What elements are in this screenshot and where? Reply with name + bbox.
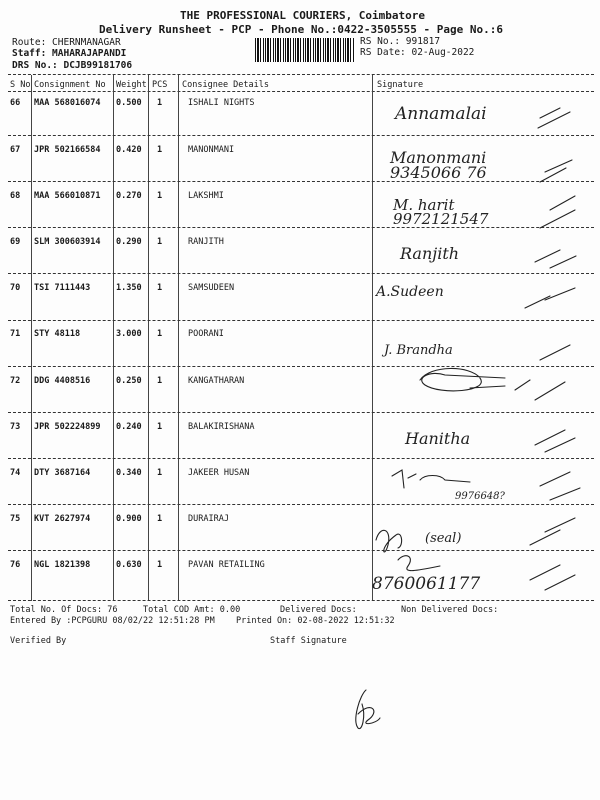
col-weight: Weight [116,80,147,90]
row-divider [8,600,594,601]
row-consignee: MANONMANI [188,145,235,155]
row-consignment: MAA 566010871 [34,191,101,201]
row-consignee: KANGATHARAN [188,376,245,386]
col-divider [178,75,179,601]
tick-mark [538,112,570,128]
row-divider [8,504,594,505]
route: Route: CHERNMANAGAR [12,37,121,48]
row-divider [8,227,594,228]
header-bottom-rule [8,91,594,92]
staff: Staff: MAHARAJAPANDI [12,48,127,59]
recipient-signature: (seal) [425,531,462,546]
row-weight: 0.240 [116,422,142,432]
row-sno: 70 [10,283,21,293]
row-weight: 3.000 [116,329,142,339]
tick-mark [540,108,560,118]
recipient-signature: Manonmani 9345066 76 [390,148,487,182]
col-divider [113,75,114,601]
col-consignee: Consignee Details [182,80,269,90]
row-sno: 71 [10,329,21,339]
row-sno: 74 [10,468,21,478]
row-weight: 0.420 [116,145,142,155]
company-name: THE PROFESSIONAL COURIERS, Coimbatore [180,9,426,22]
signature-scribble [420,368,505,390]
row-pcs: 1 [157,329,163,339]
tick-mark [545,288,575,300]
tick-mark [540,210,575,228]
signature-scribble [376,530,402,552]
non-delivered-docs: Non Delivered Docs: [401,605,499,615]
row-divider [8,181,594,182]
tick-mark [530,530,560,545]
row-divider [8,320,594,321]
row-consignee: LAKSHMI [188,191,224,201]
row-sno: 72 [10,376,21,386]
recipient-signature: Annamalai [395,104,487,124]
row-pcs: 1 [157,237,163,247]
col-pcs: PCS [152,80,168,90]
row-pcs: 1 [157,145,163,155]
row-weight: 0.500 [116,98,142,108]
row-consignee: RANJITH [188,237,224,247]
row-sno: 73 [10,422,21,432]
row-pcs: 1 [157,191,163,201]
row-consignee: POORANI [188,329,224,339]
tick-mark [540,472,570,486]
col-consignment: Consignment No [34,80,106,90]
row-divider [8,458,594,459]
printed-on: Printed On: 02-08-2022 12:51:32 [236,616,395,626]
row-consignee: JAKEER HUSAN [188,468,250,478]
rs-number: RS No.: 991817 [360,36,441,47]
row-sno: 66 [10,98,21,108]
staff-signature [356,690,380,729]
tick-mark [535,430,565,445]
col-signature: Signature [377,80,424,90]
row-pcs: 1 [157,468,163,478]
row-weight: 0.290 [116,237,142,247]
row-weight: 1.350 [116,283,142,293]
rs-date: RS Date: 02-Aug-2022 [360,47,475,58]
row-divider [8,412,594,413]
row-sno: 68 [10,191,21,201]
row-divider [8,135,594,136]
row-consignee: ISHALI NIGHTS [188,98,255,108]
row-consignment: SLM 300603914 [34,237,101,247]
tick-mark [515,380,530,390]
row-divider [8,550,594,551]
tick-mark [545,575,575,590]
row-divider [8,273,594,274]
entered-by: Entered By :PCPGURU 08/02/22 12:51:28 PM [10,616,215,626]
row-pcs: 1 [157,98,163,108]
row-weight: 0.250 [116,376,142,386]
row-sno: 67 [10,145,21,155]
recipient-signature: J. Brandha [384,343,453,358]
tick-mark [550,488,580,500]
tick-mark [545,438,575,452]
row-consignment: JPR 502224899 [34,422,101,432]
row-sno: 75 [10,514,21,524]
row-consignee: SAMSUDEEN [188,283,235,293]
row-pcs: 1 [157,514,163,524]
runsheet-title: Delivery Runsheet - PCP - Phone No.:0422-3505555 - Page No.:6 [99,23,503,36]
row-consignment: DTY 3687164 [34,468,91,478]
recipient-signature: 9976648? [455,491,505,502]
drs-number: DRS No.: DCJB99181706 [12,60,133,71]
tick-mark [545,518,575,532]
total-docs: Total No. Of Docs: 76 [10,605,118,615]
row-pcs: 1 [157,560,163,570]
row-pcs: 1 [157,422,163,432]
row-consignment: MAA 568016074 [34,98,101,108]
row-weight: 0.900 [116,514,142,524]
header-top-rule [8,74,594,75]
row-consignment: NGL 1821398 [34,560,91,570]
row-consignment: JPR 502166584 [34,145,101,155]
total-cod: Total COD Amt: 0.00 [143,605,241,615]
tick-mark [550,256,576,268]
tick-mark [535,382,565,400]
row-sno: 76 [10,560,21,570]
row-consignee: DURAIRAJ [188,514,229,524]
tick-mark [550,196,575,210]
row-consignment: STY 48118 [34,329,81,339]
col-divider [148,75,149,601]
signature-scribble [392,470,470,488]
row-consignment: KVT 2627974 [34,514,91,524]
recipient-signature: 8760061177 [372,574,481,594]
row-sno: 69 [10,237,21,247]
verified-by: Verified By [10,636,67,646]
staff-signature-label: Staff Signature [270,636,347,646]
row-divider [8,366,594,367]
tick-mark [530,565,560,580]
row-consignment: TSI 7111443 [34,283,91,293]
row-pcs: 1 [157,376,163,386]
signature-scribble [398,556,440,571]
tick-mark [525,296,550,308]
tick-mark [535,250,560,262]
col-sno: S No [10,80,31,90]
row-consignee: PAVAN RETAILING [188,560,265,570]
barcode [255,38,355,62]
row-pcs: 1 [157,283,163,293]
row-weight: 0.630 [116,560,142,570]
recipient-signature: A.Sudeen [376,284,444,300]
recipient-signature: M. harit 9972121547 [393,196,489,228]
col-divider [31,75,32,601]
row-consignment: DDG 4408516 [34,376,91,386]
row-weight: 0.270 [116,191,142,201]
tick-mark [540,345,570,360]
col-divider [372,75,373,601]
recipient-signature: Hanitha [405,429,471,448]
row-weight: 0.340 [116,468,142,478]
delivered-docs: Delivered Docs: [280,605,357,615]
row-consignee: BALAKIRISHANA [188,422,255,432]
recipient-signature: Ranjith [400,244,460,263]
